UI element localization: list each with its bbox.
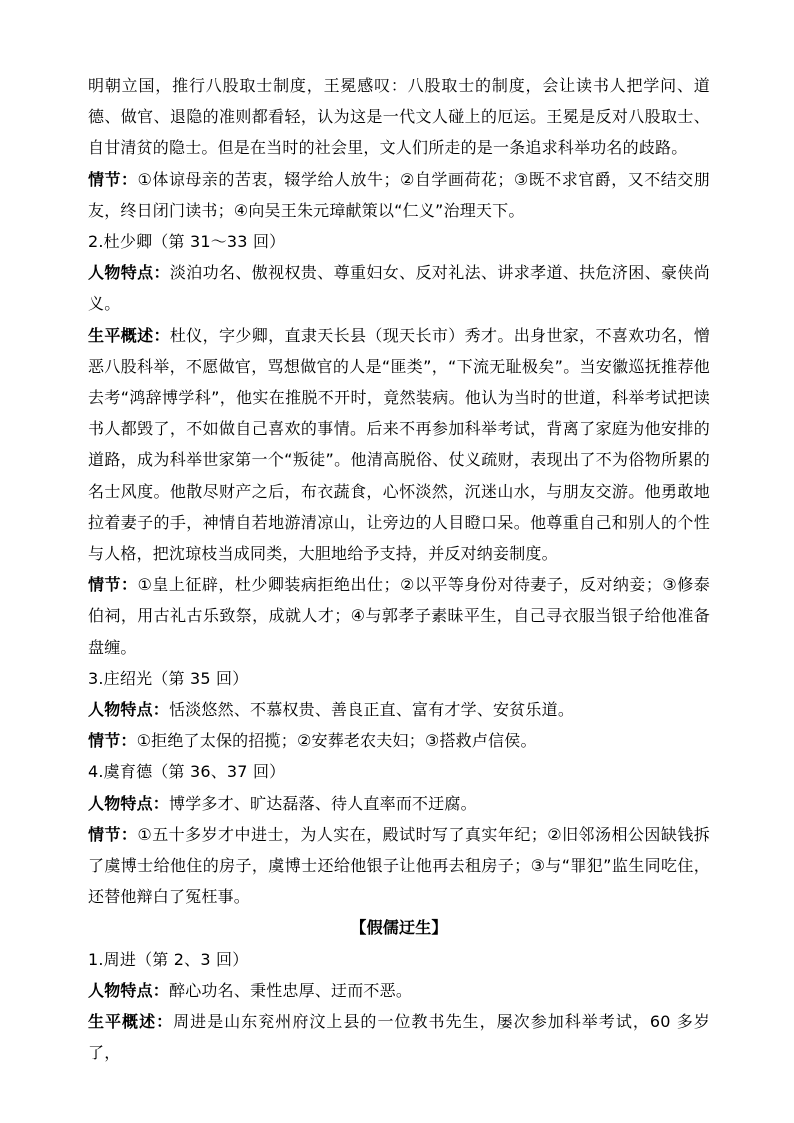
du-traits-paragraph [88,257,710,319]
traits-label: 人物特点： [88,700,170,720]
zhuang-plot-paragraph [88,725,710,756]
yu-traits-paragraph [88,788,710,819]
plot-text: ①拒绝了太保的招揽；②安葬老农夫妇；③搭救卢信侯。 [136,731,537,751]
bio-label: 生平概述： [88,325,170,345]
du-bio-paragraph [88,320,710,570]
traits-text: 博学多才、旷达磊落、待人直率而不迂腐。 [169,793,477,813]
traits-label: 人物特点： [88,793,170,813]
traits-text: 淡泊功名、傲视权贵、尊重妇女、反对礼法、讲求孝道、扶危济困、豪侠尚义。 [88,263,710,314]
plot-text: ①五十多岁才中进士，为人实在，殿试时写了真实年纪；②旧邻汤相公因缺钱拆了虞博士给他住的房子，虞博士还给他银子让他再去租房子；③与“罪犯”监生同吃住，还替他辩白了冤枉事。 [88,824,710,907]
plot-text: ①皇上征辟，杜少卿装病拒绝出仕；②以平等身份对待妻子，反对纳妾；③修泰伯祠，用古礼古乐致祭，成就人才；④与郭孝子素昧平生，自己寻衣服当银子给他准备盘缠。 [88,575,710,657]
plot-text: ①体谅母亲的苦衷，辍学给人放牛；②自学画荷花；③既不求官爵，又不结交朋友，终日闭门读书；④向吴王朱元璋献策以“仁义”治理天下。 [88,169,710,220]
bio-label: 生平概述： [88,1012,174,1032]
plot-label: 情节： [88,169,138,189]
zhuang-traits-paragraph [88,694,710,725]
traits-text: 醉心功名、秉性忠厚、迂而不恶。 [169,980,413,1000]
du-heading: 2.杜少卿（第 31～33 回） [88,232,286,252]
section-title: 【假儒迂生】 [350,918,448,938]
zhuang-heading: 3.庄绍光（第 35 回） [88,668,249,688]
yu-plot-paragraph [88,819,710,913]
bio-text: 周进是山东兖州府汶上县的一位教书先生，屡次参加科举考试，60 多岁了， [88,1012,710,1063]
zhou-bio-paragraph [88,1006,710,1068]
traits-label: 人物特点： [88,980,170,1000]
bio-text: 杜仪，字少卿，直隶天长县（现天长市）秀才。出身世家，不喜欢功名，憎恶八股科举，不愿做官，骂想做官的人是“匪类”，“下流无耻极矣”。当安徽巡抚推荐他去考“鸿辞博学科”，他实在推脱不开时，竟然装病。他认为当时的世道，科举考试把读书人都毁了，不如做自己喜欢的事情。后来不再参加科举考试，背离了家庭为他安排的道路，成为科举世家第一个“叛徒”。他清高脱俗、仗义疏财，表现出了不为俗物所累的名士风度。他散尽财产之后，布衣蔬食，心怀淡然，沉迷山水，与朋友交游。他勇敢地拉着妻子的手，神情自若地游清凉山，让旁边的人目瞪口呆。他尊重自己和别人的个性与人格，把沈琼枝当成同类，大胆地给予支持，并反对纳妾制度。 [88,325,710,564]
wangmian-plot-paragraph [88,164,710,226]
du-plot-paragraph [88,569,710,663]
traits-text: 恬淡悠然、不慕权贵、善良正直、富有才学、安贫乐道。 [169,700,575,720]
plot-label: 情节： [88,824,138,844]
zhou-traits-paragraph [88,975,710,1006]
intro-paragraph: 明朝立国，推行八股取士制度，王冕感叹：八股取士的制度，会让读书人把学问、道德、做官、退隐的准则都看轻，认为这是一代文人碰上的厄运。王冕是反对八股取士、自甘清贫的隐士。但是在当时的社会里，文人们所走的是一条追求科举功名的歧路。 [88,76,710,158]
traits-label: 人物特点： [88,263,170,283]
plot-label: 情节： [88,731,137,751]
yu-heading: 4.虞育德（第 36、37 回） [88,762,286,782]
zhou-heading: 1.周进（第 2、3 回） [88,949,249,969]
plot-label: 情节： [88,575,138,595]
document-page [88,70,710,1069]
